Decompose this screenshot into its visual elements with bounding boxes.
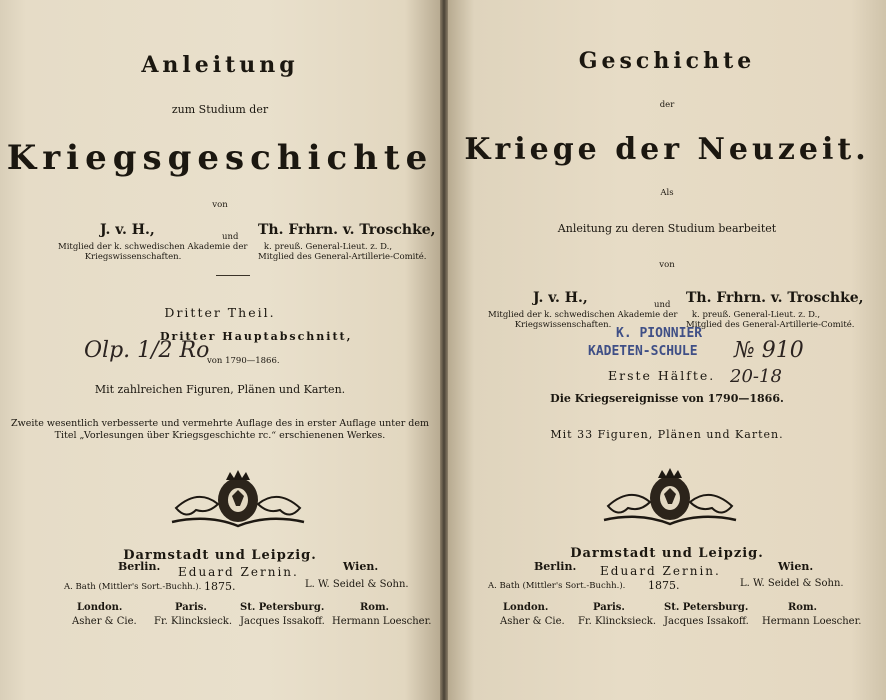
left-section: Dritter Hauptabschnitt, xyxy=(160,330,353,343)
library-stamp-line1: K. PIONNIER xyxy=(616,326,703,341)
left-main-title: Kriegsgeschichte xyxy=(6,138,434,178)
right-events: Die Kriegsereignisse von 1790—1866. xyxy=(550,392,784,405)
right-von: von xyxy=(659,260,675,270)
right-wien: Wien. xyxy=(778,560,814,573)
right-page xyxy=(448,0,886,700)
right-und: und xyxy=(654,300,671,310)
left-wien-firm: L. W. Seidel & Sohn. xyxy=(305,579,409,590)
right-main-title: Kriege der Neuzeit. xyxy=(464,132,870,167)
stamp-handwritten: 20-18 xyxy=(730,366,782,387)
book-gutter xyxy=(440,0,448,700)
right-berlin-firm: A. Bath (Mittler's Sort.-Buchh.). xyxy=(488,581,626,591)
left-imprint-place: Darmstadt und Leipzig. xyxy=(123,548,317,563)
right-rom: Rom. xyxy=(788,602,818,613)
left-petersburg-firm: Jacques Issakoff. xyxy=(240,616,325,627)
stamp-number: № 910 xyxy=(734,338,804,363)
right-imprint-place: Darmstadt und Leipzig. xyxy=(570,546,764,561)
right-paris-firm: Fr. Klincksieck. xyxy=(578,616,657,627)
right-london: London. xyxy=(503,602,549,613)
publisher-emblem-icon xyxy=(168,470,308,535)
left-year: 1875. xyxy=(204,580,236,593)
left-rom-firm: Hermann Loescher. xyxy=(332,616,432,627)
left-edition-note: Zweite wesentlich verbesserte und vermehrte Auflage des in erster Auflage unter dem Titel „Vorlesungen über Kriegsgeschichte rc.“ erschienenen Werkes. xyxy=(11,418,429,441)
left-london-firm: Asher & Cie. xyxy=(72,616,137,627)
left-author2-note: k. preuß. General-Lieut. z. D., Mitglied des General-Artillerie-Comité. xyxy=(258,242,427,262)
left-petersburg: St. Petersburg. xyxy=(240,602,325,613)
left-berlin-firm: A. Bath (Mittler's Sort.-Buchh.). xyxy=(64,582,202,592)
left-author1: J. v. H., xyxy=(100,222,155,238)
left-und: und xyxy=(222,232,239,242)
right-half: Erste Hälfte. xyxy=(608,368,716,383)
left-period: von 1790—1866. xyxy=(207,356,280,366)
left-london: London. xyxy=(77,602,123,613)
right-rom-firm: Hermann Loescher. xyxy=(762,616,862,627)
right-wien-firm: L. W. Seidel & Sohn. xyxy=(740,578,844,589)
right-author2: Th. Frhrn. v. Troschke, xyxy=(686,290,864,306)
right-petersburg-firm: Jacques Issakoff. xyxy=(664,616,749,627)
left-berlin: Berlin. xyxy=(118,560,161,573)
left-handwriting: Olp. 1/2 Ro xyxy=(84,338,210,363)
right-petersburg: St. Petersburg. xyxy=(664,602,749,613)
left-wien: Wien. xyxy=(343,560,379,573)
left-paris-firm: Fr. Klincksieck. xyxy=(154,616,233,627)
left-page xyxy=(0,0,440,700)
left-author1-note: Mitglied der k. schwedischen Akademie der Kriegswissenschaften. xyxy=(58,242,248,262)
left-subtitle: zum Studium der xyxy=(171,103,269,116)
left-paris: Paris. xyxy=(175,602,207,613)
right-paris: Paris. xyxy=(593,602,625,613)
left-title: Anleitung xyxy=(141,52,299,78)
left-author2: Th. Frhrn. v. Troschke, xyxy=(258,222,436,238)
right-subtitle: Anleitung zu deren Studium bearbeitet xyxy=(557,222,777,235)
right-author1: J. v. H., xyxy=(533,290,588,306)
right-author2-note: k. preuß. General-Lieut. z. D., Mitglied des General-Artillerie-Comité. xyxy=(686,310,855,330)
right-london-firm: Asher & Cie. xyxy=(500,616,565,627)
library-stamp-line2: KADETEN-SCHULE xyxy=(588,344,698,359)
publisher-emblem-icon xyxy=(600,468,740,533)
right-figures: Mit 33 Figuren, Plänen und Karten. xyxy=(550,428,784,441)
right-year: 1875. xyxy=(648,579,680,592)
left-publisher: Eduard Zernin. xyxy=(178,565,299,579)
left-part: Dritter Theil. xyxy=(164,305,276,320)
right-als: Als xyxy=(660,188,674,198)
right-author1-note: Mitglied der k. schwedischen Akademie der Kriegswissenschaften. xyxy=(488,310,678,330)
left-rom: Rom. xyxy=(360,602,390,613)
right-title: Geschichte xyxy=(578,48,756,74)
right-der: der xyxy=(659,100,675,110)
right-berlin: Berlin. xyxy=(534,560,577,573)
left-divider xyxy=(216,275,250,276)
left-von: von xyxy=(212,200,228,210)
right-publisher: Eduard Zernin. xyxy=(600,564,721,578)
left-figures: Mit zahlreichen Figuren, Plänen und Karten. xyxy=(94,383,346,396)
